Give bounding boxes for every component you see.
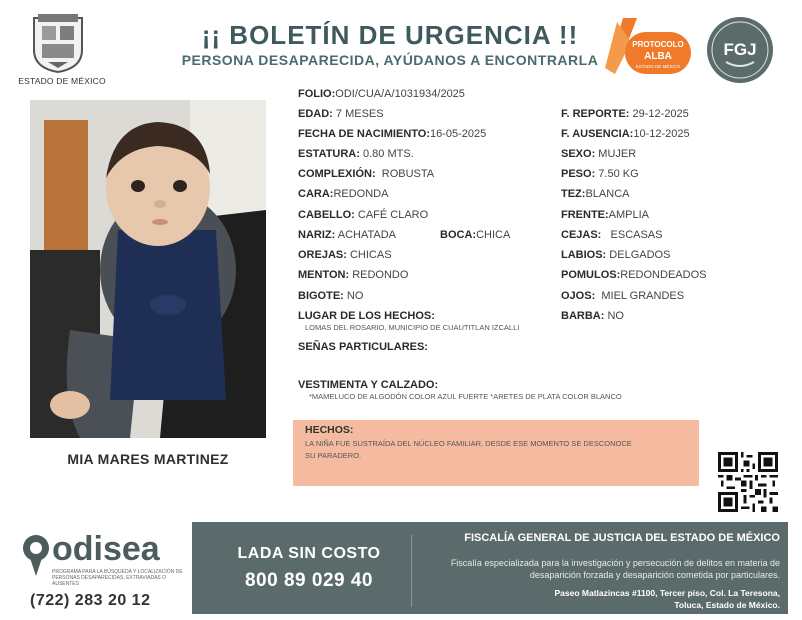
- odisea-caption: PROGRAMA PARA LA BÚSQUEDA Y LOCALIZACIÓN DE PERSONAS DESAPARECIDAS, EXTRAVIADAS O AUSENTES: [52, 569, 183, 587]
- field-orejas: OREJAS: CHICAS: [298, 249, 392, 261]
- odisea-logo-text: odisea: [52, 530, 160, 568]
- field-sexo: SEXO: MUJER: [561, 148, 637, 160]
- lada-sin-costo-label: LADA SIN COSTO: [237, 545, 381, 562]
- field-complexion: COMPLEXIÓN: ROBUSTA: [298, 168, 435, 180]
- qr-code[interactable]: [718, 452, 778, 512]
- fgj-seal-logo: [706, 16, 774, 84]
- field-lugar-hechos-label: LUGAR DE LOS HECHOS:: [298, 310, 435, 322]
- field-labios: LABIOS: DELGADOS: [561, 249, 671, 261]
- field-vestimenta-label: VESTIMENTA Y CALZADO:: [298, 379, 439, 391]
- footer-divider: [411, 535, 412, 607]
- field-cejas: CEJAS: ESCASAS: [561, 229, 663, 241]
- field-lugar-hechos-value: LOMAS DEL ROSARIO, MUNICIPIO DE CUAUTITLAN IZCALLI: [305, 323, 520, 332]
- alba-text-estado: ESTADO DE MÉXICO: [635, 64, 681, 69]
- alba-text-protocolo: PROTOCOLO: [632, 40, 684, 49]
- field-vestimenta-value: *MAMELUCO DE ALGODÓN COLOR AZUL FUERTE *ARETES DE PLATA COLOR BLANCO: [309, 392, 622, 401]
- field-f-reporte: F. REPORTE: 29-12-2025: [561, 108, 689, 120]
- missing-person-name: MIA MARES MARTINEZ: [67, 451, 229, 467]
- odisea-phone[interactable]: (722) 283 20 12: [30, 592, 151, 609]
- field-peso: PESO: 7.50 KG: [561, 168, 639, 180]
- hechos-box: [293, 420, 699, 486]
- field-f-ausencia: F. AUSENCIA:10-12-2025: [561, 128, 690, 140]
- bulletin-title: ¡¡ BOLETÍN DE URGENCIA !!: [201, 20, 579, 50]
- field-ojos: OJOS: MIEL GRANDES: [561, 290, 685, 302]
- field-tez: TEZ:BLANCA: [561, 188, 630, 200]
- missing-person-photo: [30, 100, 266, 438]
- field-nariz: NARIZ: ACHATADA: [298, 229, 396, 241]
- field-senas-particulares: SEÑAS PARTICULARES:: [298, 341, 428, 353]
- bulletin-subtitle: PERSONA DESAPARECIDA, AYÚDANOS A ENCONTRARLA: [181, 52, 599, 68]
- field-frente: FRENTE:AMPLIA: [561, 209, 650, 221]
- fgj-seal-text: FGJ: [723, 40, 757, 59]
- fgj-address-line2: Toluca, Estado de México.: [674, 600, 780, 610]
- field-edad: EDAD: 7 MESES: [298, 108, 384, 120]
- fgj-footer-description: Fiscalía especializada para la investigación y persecución de delitos en materia de desaparición forzada y desaparición cometida por particulares.: [450, 558, 780, 580]
- field-barba: BARBA: NO: [561, 310, 624, 322]
- lada-sin-costo-number[interactable]: 800 89 029 40: [244, 570, 373, 591]
- estado-de-mexico-shield-logo: [30, 12, 86, 74]
- field-menton: MENTON: REDONDO: [298, 269, 409, 281]
- field-cabello: CABELLO: CAFÉ CLARO: [298, 209, 429, 221]
- field-folio: FOLIO:ODI/CUA/A/1031934/2025: [298, 88, 465, 100]
- fgj-footer-title: FISCALÍA GENERAL DE JUSTICIA DEL ESTADO DE MÉXICO: [464, 532, 780, 544]
- field-boca: BOCA:CHICA: [440, 229, 511, 241]
- hechos-label: HECHOS:: [305, 424, 354, 436]
- field-cara: CARA:REDONDA: [298, 188, 389, 200]
- field-fecha-nacimiento: FECHA DE NACIMIENTO:16-05-2025: [298, 128, 487, 140]
- estado-de-mexico-label: ESTADO DE MÉXICO: [18, 76, 106, 86]
- fgj-address-line1: Paseo Matlazincas #1100, Tercer piso, Col. La Teresona,: [554, 588, 780, 598]
- baby-photo-illustration: [30, 100, 266, 438]
- hechos-text: LA NIÑA FUE SUSTRAÍDA DEL NÚCLEO FAMILIAR, DESDE ESE MOMENTO SE DESCONOCE SU PARADERO.: [305, 439, 632, 460]
- field-estatura: ESTATURA: 0.80 MTS.: [298, 148, 414, 160]
- alba-text-alba: ALBA: [644, 51, 672, 62]
- protocolo-alba-logo: [603, 14, 693, 78]
- field-pomulos: POMULOS:REDONDEADOS: [561, 269, 707, 281]
- field-bigote: BIGOTE: NO: [298, 290, 364, 302]
